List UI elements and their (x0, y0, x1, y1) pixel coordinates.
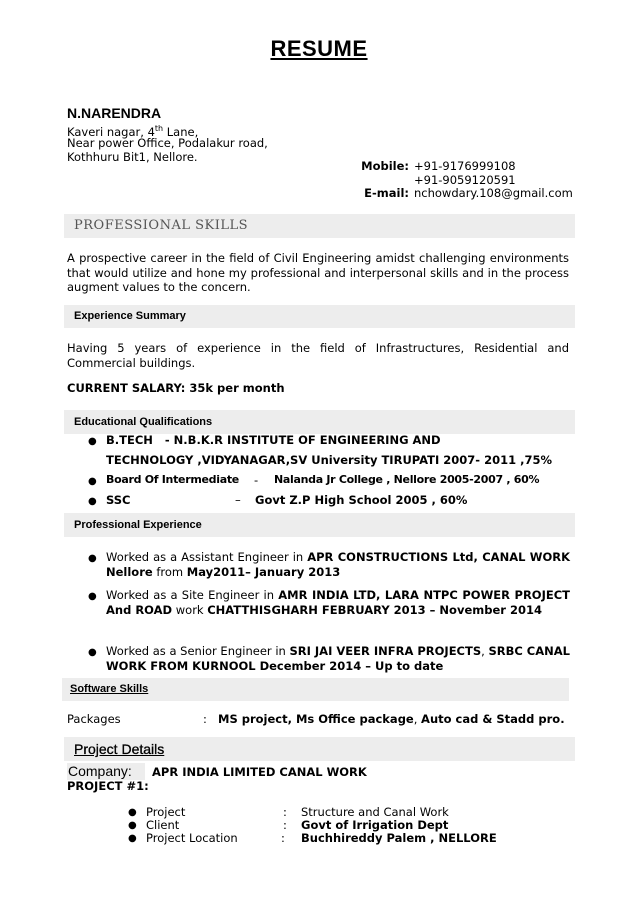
experience-summary-heading: Experience Summary (64, 305, 575, 328)
bullet-icon: ● (88, 591, 97, 602)
project-item-value: Structure and Canal Work (301, 805, 449, 819)
email-label: E-mail: (364, 186, 409, 200)
company-label: Company: (68, 763, 132, 779)
bullet-icon: ● (128, 807, 137, 818)
project-item-colon: : (281, 831, 285, 845)
address-line-1: Kaveri nagar, 4th Lane, (67, 124, 199, 139)
project-item-colon: : (283, 818, 287, 832)
experience-item-text: Worked as a Assistant Engineer in APR CONSTRUCTIONS Ltd, CANAL WORK Nellore from May2011– January 2013 (106, 550, 570, 579)
education-ssc-sep: – (235, 493, 241, 507)
education-intermediate-label: Board Of Intermediate (106, 473, 239, 486)
bullet-icon: ● (88, 647, 97, 658)
professional-skills-heading: PROFESSIONAL SKILLS (64, 214, 575, 238)
project-number: PROJECT #1: (67, 779, 149, 793)
education-btech-line1: B.TECH - N.B.K.R INSTITUTE OF ENGINEERING AND (106, 433, 441, 447)
candidate-name: N.NARENDRA (67, 105, 162, 121)
bullet-icon: ● (128, 820, 137, 831)
mobile-number-2: +91-9059120591 (414, 173, 516, 187)
mobile-number-1: +91-9176999108 (414, 159, 516, 173)
project-item-colon: : (283, 805, 287, 819)
software-label: Packages (67, 712, 121, 726)
education-intermediate-sep: - (254, 473, 259, 487)
education-heading: Educational Qualifications (64, 410, 575, 434)
professional-skills-text: A prospective career in the field of Civil Engineering amidst challenging environments that would utilize and hone my professional and interpersonal skills and in the process augment values to the concern. (67, 251, 569, 294)
education-intermediate-detail: Nalanda Jr College , Nellore 2005-2007 , 60% (274, 473, 540, 486)
bullet-icon: ● (88, 436, 97, 447)
bullet-icon: ● (88, 496, 97, 507)
software-colon: : (203, 712, 207, 726)
project-item-value: Govt of Irrigation Dept (301, 818, 449, 832)
mobile-label: Mobile: (361, 159, 409, 173)
education-ssc-detail: Govt Z.P High School 2005 , 60% (255, 493, 468, 507)
project-item-label: Project (146, 805, 186, 819)
email-address: nchowdary.108@gmail.com (414, 186, 573, 200)
project-item-label: Project Location (146, 831, 238, 845)
software-value: MS project, Ms Office package, Auto cad & Stadd pro. (218, 712, 565, 726)
company-value: APR INDIA LIMITED CANAL WORK (152, 765, 367, 779)
address-line-2: Near power Office, Podalakur road, (67, 136, 268, 150)
project-item-value: Buchhireddy Palem , NELLORE (301, 831, 497, 845)
bullet-icon: ● (128, 833, 137, 844)
bullet-icon: ● (88, 476, 97, 487)
experience-item-text: Worked as a Senior Engineer in SRI JAI VEER INFRA PROJECTS, SRBC CANAL WORK FROM KURNOOL December 2014 – Up to date (106, 644, 570, 673)
resume-title: RESUME (270, 36, 368, 61)
address-line-3: Kothhuru Bit1, Nellore. (67, 150, 198, 164)
project-details-heading: Project Details (64, 737, 575, 761)
education-ssc-label: SSC (106, 493, 131, 507)
project-item-label: Client (146, 818, 180, 832)
current-salary: CURRENT SALARY: 35k per month (67, 381, 285, 395)
professional-experience-heading: Professional Experience (64, 513, 575, 537)
experience-item-text: Worked as a Site Engineer in AMR INDIA LTD, LARA NTPC POWER PROJECT And ROAD work CHATTHISGHARH FEBRUARY 2013 – November 2014 (106, 588, 571, 617)
experience-summary-text: Having 5 years of experience in the field of Infrastructures, Residential and Commercial buildings. (67, 341, 569, 370)
education-btech-line2: TECHNOLOGY ,VIDYANAGAR,SV University TIRUPATI 2007- 2011 ,75% (106, 453, 552, 467)
software-skills-heading: Software Skills (62, 678, 569, 701)
bullet-icon: ● (88, 553, 97, 564)
